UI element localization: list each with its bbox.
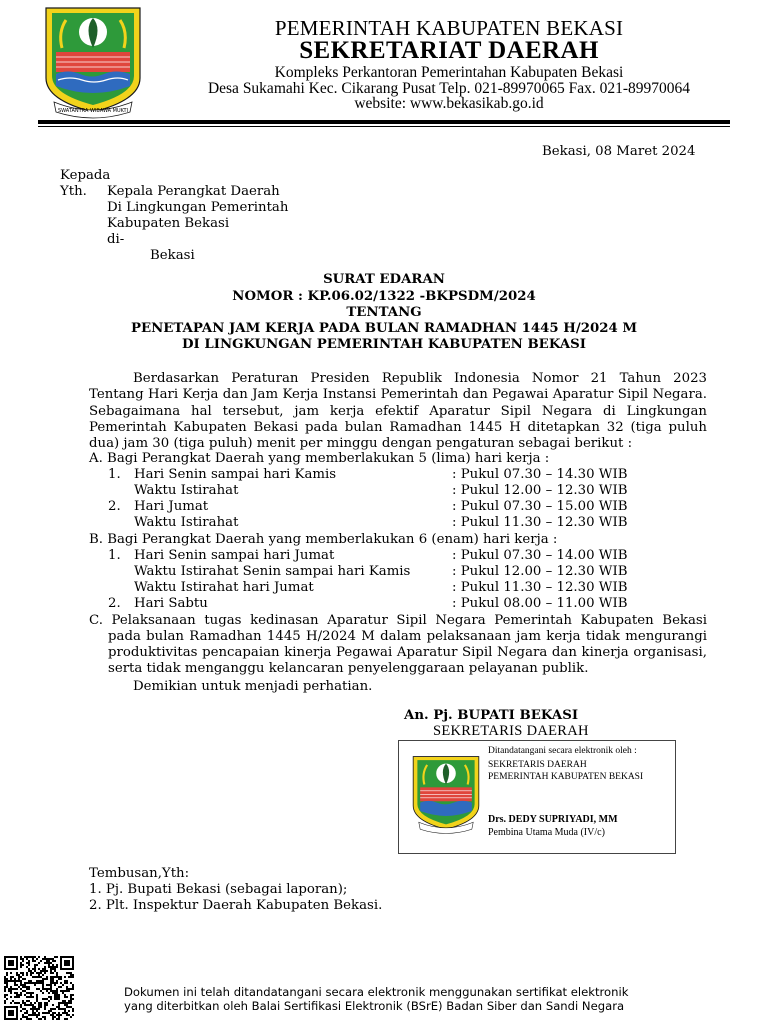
signatory-on-behalf: An. Pj. BUPATI BEKASI: [404, 708, 579, 723]
office-name: SEKRETARIAT DAERAH: [299, 37, 599, 64]
schedule-item-number: 2.: [108, 596, 121, 611]
schedule-item-time: : Pukul 07.30 – 15.00 WIB: [452, 499, 628, 514]
office-address-line2: Desa Sukamahi Kec. Cikarang Pusat Telp. 021-89970065 Fax. 021-89970064: [207, 80, 691, 97]
doc-number: NOMOR : KP.06.02/1322 -BKPSDM/2024: [232, 289, 536, 304]
electronic-signature-box: [398, 740, 676, 854]
doc-subject-line1: PENETAPAN JAM KERJA PADA BULAN RAMADHAN 1445 H/2024 M: [130, 321, 638, 336]
schedule-item-time: : Pukul 12.00 – 12.30 WIB: [452, 483, 628, 498]
schedule-item-label: Waktu Istirahat: [134, 515, 239, 530]
office-address-line1: Kompleks Perkantoran Pemerintahan Kabupaten Bekasi: [274, 64, 624, 81]
signer-institution: PEMERINTAH KABUPATEN BEKASI: [488, 772, 644, 782]
recipient-yth: Yth.: [60, 184, 87, 199]
footer-line1: Dokumen ini telah ditandatangani secara elektronik menggunakan sertifikat elektronik: [124, 985, 629, 999]
section-c-line: serta tidak menganggu kelancaran penyelenggaraan pelayanan publik.: [108, 661, 589, 676]
doc-type-title: SURAT EDARAN: [323, 272, 445, 287]
bekasi-regency-logo-small: [409, 751, 483, 839]
recipient-line3: Kabupaten Bekasi: [107, 216, 230, 231]
schedule-item-time: : Pukul 11.30 – 12.30 WIB: [452, 515, 628, 530]
section-c-line: pada bulan Ramadhan 1445 H/2024 M dalam pelaksanaan jam kerja tidak mengurangi: [108, 629, 707, 644]
intro-line: Berdasarkan Peraturan Presiden Republik Indonesia Nomor 21 Tahun 2023: [133, 371, 707, 386]
doc-subject-line2: DI LINGKUNGAN PEMERINTAH KABUPATEN BEKASI: [182, 337, 586, 352]
schedule-item-number: 1.: [108, 548, 121, 563]
schedule-item-label: Waktu Istirahat: [134, 483, 239, 498]
schedule-item-time: : Pukul 07.30 – 14.30 WIB: [452, 467, 628, 482]
section-c-line: produktivitas pencapaian kinerja Pegawai Aparatur Sipil Negara dan kinerja organisasi,: [108, 645, 707, 660]
recipient-line2: Di Lingkungan Pemerintah: [107, 200, 289, 215]
signed-by-label: Ditandatangani secara elektronik oleh :: [488, 746, 637, 756]
schedule-item-number: 1.: [108, 467, 121, 482]
intro-line: Pemerintah Kabupaten Bekasi pada bulan Ramadhan 1445 H ditetapkan 32 (tiga puluh: [89, 420, 707, 435]
signatory-office: SEKRETARIS DAERAH: [433, 723, 589, 739]
recipient-line1: Kepala Perangkat Daerah: [107, 184, 280, 199]
schedule-item-label: Hari Jumat: [134, 499, 209, 514]
schedule-item-label: Waktu Istirahat hari Jumat: [134, 580, 314, 595]
schedule-item-time: : Pukul 12.00 – 12.30 WIB: [452, 564, 628, 579]
section-b-heading: B. Bagi Perangkat Daerah yang memberlakukan 6 (enam) hari kerja :: [89, 532, 558, 547]
section-c-line: C. Pelaksanaan tugas kedinasan Aparatur Sipil Negara Pemerintah Kabupaten Bekasi: [89, 613, 707, 628]
schedule-item-time: : Pukul 11.30 – 12.30 WIB: [452, 580, 628, 595]
signer-rank: Pembina Utama Muda (IV/c): [488, 827, 605, 838]
recipient-line4: di-: [107, 232, 125, 247]
schedule-item-label: Hari Sabtu: [134, 596, 208, 611]
cc-heading: Tembusan,Yth:: [89, 866, 190, 881]
schedule-item-time: : Pukul 07.30 – 14.00 WIB: [452, 548, 628, 563]
letterhead-divider-thick: [38, 120, 730, 124]
schedule-item-label: Hari Senin sampai hari Jumat: [134, 548, 335, 563]
schedule-item-label: Waktu Istirahat Senin sampai hari Kamis: [134, 564, 411, 579]
closing-sentence: Demikian untuk menjadi perhatian.: [133, 679, 373, 694]
cc-item: 2. Plt. Inspektur Daerah Kabupaten Bekasi.: [89, 898, 383, 913]
intro-line: dua) jam 30 (tiga puluh) menit per minggu dengan pengaturan sebagai berikut :: [89, 436, 633, 451]
logo-ribbon-text: SWATANTRA WIBAWA MUKTI: [57, 108, 129, 114]
recipient-line5: Bekasi: [150, 248, 195, 263]
doc-tentang: TENTANG: [346, 305, 422, 320]
signer-name: Drs. DEDY SUPRIYADI, MM: [488, 814, 618, 825]
intro-line: Sebagaimana hal tersebut, jam kerja efektif Aparatur Sipil Negara di Lingkungan: [89, 404, 707, 419]
bekasi-regency-logo: [40, 4, 146, 122]
intro-line: Tentang Hari Kerja dan Jam Kerja Instansi Pemerintah dan Pegawai Aparatur Sipil Negara.: [89, 387, 707, 402]
government-name: PEMERINTAH KABUPATEN BEKASI: [274, 16, 624, 40]
signer-position: SEKRETARIS DAERAH: [488, 760, 587, 770]
qr-code: [4, 956, 74, 1020]
footer-line2: yang diterbitkan oleh Balai Sertifikasi Elektronik (BSrE) Badan Siber dan Sandi Negara: [124, 999, 625, 1013]
office-website: website: www.bekasikab.go.id: [354, 95, 544, 112]
section-a-heading: A. Bagi Perangkat Daerah yang memberlakukan 5 (lima) hari kerja :: [89, 451, 550, 466]
schedule-item-time: : Pukul 08.00 – 11.00 WIB: [452, 596, 628, 611]
schedule-item-number: 2.: [108, 499, 121, 514]
schedule-item-label: Hari Senin sampai hari Kamis: [134, 467, 337, 482]
letterhead-divider-thin: [38, 126, 730, 127]
recipient-kepada: Kepada: [60, 168, 111, 183]
letter-date: Bekasi, 08 Maret 2024: [542, 144, 696, 159]
cc-item: 1. Pj. Bupati Bekasi (sebagai laporan);: [89, 882, 348, 897]
